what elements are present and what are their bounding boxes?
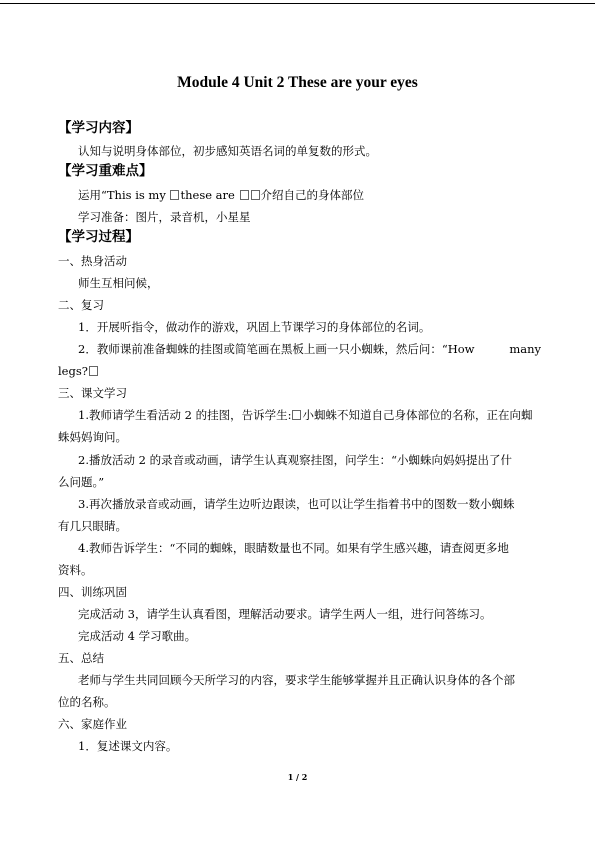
section-6-item-1: 1．复述课文内容。 <box>78 739 178 753</box>
section-2-item-2-line-2 <box>58 363 99 379</box>
header-rule <box>0 3 595 4</box>
section-4-text-1: 完成活动 3，请学生认真看图，理解活动要求。请学生两人一组，进行问答练习。 <box>78 607 492 621</box>
section-2-item-2-line-1 <box>78 341 541 357</box>
process-heading: 【学习过程】 <box>58 229 139 245</box>
content-text: 认知与说明身体部位，初步感知英语名词的单复数的形式。 <box>78 144 377 158</box>
section-2-item-2-tail: legs? <box>58 364 88 378</box>
section-3-item-1-line-2: 蛛妈妈询问。 <box>58 430 127 444</box>
section-5-title: 五、总结 <box>58 651 104 665</box>
section-5-text-line-1: 老师与学生共同回顾今天所学习的内容，要求学生能够掌握并且正确认识身体的各个部 <box>78 673 515 687</box>
section-3-item-3-line-2: 有几只眼睛。 <box>58 519 127 533</box>
section-3-item-4-line-1: 4.教师告诉学生：“不同的蜘蛛，眼睛数量也不同。如果有学生感兴趣，请查阅更多地 <box>78 541 509 555</box>
section-3-title: 三、课文学习 <box>58 386 127 400</box>
section-4-title: 四、训练巩固 <box>58 585 127 599</box>
keypoints-text-c: 介绍自己的身体部位 <box>260 188 364 202</box>
missing-glyph-box <box>251 190 260 200</box>
page-number: 1 / 2 <box>287 772 308 782</box>
page-title: Module 4 Unit 2 These are your eyes <box>177 74 418 91</box>
section-3-item-1-line-1 <box>78 407 532 423</box>
keypoints-text-a: 运用“This is my <box>78 188 170 202</box>
preparation-text: 学习准备：图片，录音机，小星星 <box>78 210 251 224</box>
keypoints-text <box>78 187 364 203</box>
section-3-item-2-line-1: 2.播放活动 2 的录音或动画，请学生认真观察挂图，问学生：“小蜘蛛向妈妈提出了什 <box>78 453 512 467</box>
section-3-item-1-b: 小蜘蛛不知道自己身体部位的名称，正在向蜘 <box>302 408 533 422</box>
section-3-item-2-line-2: 么问题。” <box>58 475 105 489</box>
section-5-text-line-2: 位的名称。 <box>58 695 116 709</box>
missing-glyph-box <box>240 190 249 200</box>
section-2-item-2-text: 2．教师课前准备蜘蛛的挂图或简笔画在黑板上画一只小蜘蛛，然后问：“How <box>78 342 475 356</box>
section-2-item-1: 1．开展听指令，做动作的游戏，巩固上节课学习的身体部位的名词。 <box>78 320 431 334</box>
section-2-title: 二、复习 <box>58 298 104 312</box>
section-6-title: 六、家庭作业 <box>58 717 127 731</box>
missing-glyph-box <box>170 190 179 200</box>
content-heading: 【学习内容】 <box>58 120 139 136</box>
keypoints-heading: 【学习重难点】 <box>58 163 153 179</box>
section-2-item-2-word: many <box>509 342 541 356</box>
section-3-item-4-line-2: 资料。 <box>58 563 93 577</box>
section-3-item-1-a: 1.教师请学生看活动 2 的挂图，告诉学生: <box>78 408 292 422</box>
missing-glyph-box <box>89 366 98 376</box>
missing-glyph-box <box>292 410 301 420</box>
section-3-item-3-line-1: 3.再次播放录音或动画，请学生边听边跟读，也可以让学生指着书中的图数一数小蜘蛛 <box>78 497 515 511</box>
section-1-text: 师生互相问候， <box>78 276 159 290</box>
section-1-title: 一、热身活动 <box>58 254 127 268</box>
section-4-text-2: 完成活动 4 学习歌曲。 <box>78 629 197 643</box>
keypoints-text-b: these are <box>180 188 239 202</box>
